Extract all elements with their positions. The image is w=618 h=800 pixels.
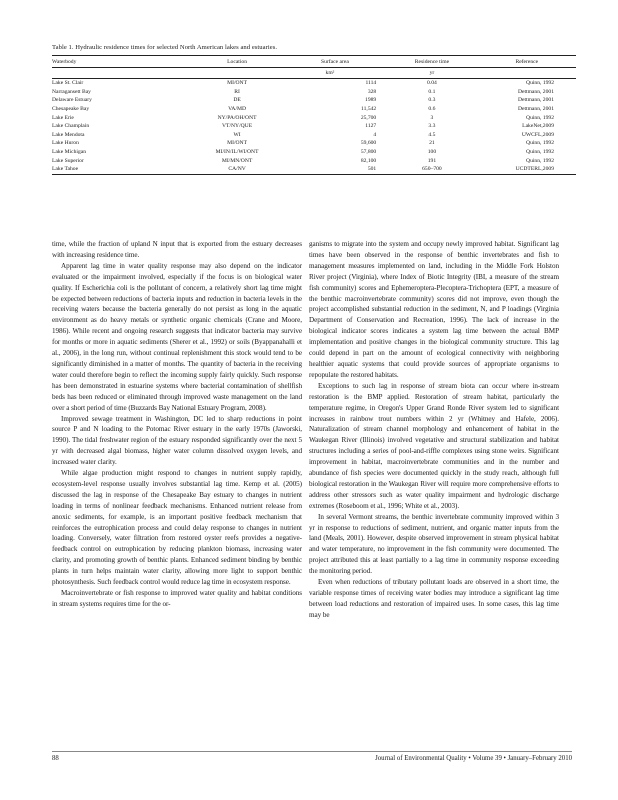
cell-residence-time: 3.3	[428, 123, 436, 130]
paragraph: time, while the fraction of upland N input that is exported from the estuary decreases with increasing residence time.	[52, 240, 302, 259]
journal-citation: Journal of Environmental Quality • Volume 39 • January–February 2010	[375, 755, 572, 762]
table-header-row	[52, 56, 576, 68]
cell-surface-area: 82,100	[360, 157, 377, 164]
cell-reference: Quinn, 1992	[526, 140, 554, 147]
cell-residence-time: 0.3	[428, 97, 436, 104]
paragraph: In several Vermont streams, the benthic invertebrate community improved within 3 yr in response to reductions of sediment, nutrient, and organic matter inputs from the land (Meals, 2001). However, despite observed improvement in stream physical habitat and water temperature, no improvement in the fish community were documented. The project attributed this at least partially to a lag time in community response exceeding the monitoring period.	[309, 512, 559, 576]
cell-surface-area: 4	[373, 131, 377, 138]
cell-location: CA/NV	[191, 165, 284, 174]
residence-time-table	[52, 55, 576, 175]
cell-location: RI	[234, 88, 240, 95]
cell-residence-time: 0.1	[428, 88, 436, 95]
cell-waterbody: Lake Tahoe	[52, 165, 191, 174]
cell-location: MI/IN/IL/WI/ONT	[215, 148, 259, 155]
cell-surface-area: 57,800	[360, 148, 377, 155]
table-row	[52, 79, 576, 88]
cell-residence-time: 0.6	[428, 105, 436, 112]
cell-waterbody: Chesapeake Bay	[52, 105, 90, 112]
unit-location	[191, 68, 284, 79]
cell-reference: Dettmann, 2001	[517, 97, 554, 104]
table-row	[52, 139, 576, 148]
paragraph: Apparent lag time in water quality response may also depend on the indicator evaluated or the impairment involved, especially if the focus is on biological water quality. If Escherichia coli is the pollutant of concern, a relatively short lag time might be expected between reductions of bacteria inputs and reduction in bacteria levels in the receiving waters because the bacteria generally do not persist as long in the aquatic environment as do heavy metals or synthetic organic chemicals (Crane and Moore, 1986). While recent and ongoing research suggests that indicator bacteria may survive for months or more in aquatic sediments (Sherer et al., 1992) or soils (Byappanahalli et al., 2006), in the long run, without continual replenishment this stock would tend to be significantly diminished in a matter of months. The quantity of bacteria in the receiving water could therefore begin to reflect the incoming supply fairly quickly. Such response has been demonstrated in estuarine systems where bacterial contamination of shellfish beds has been reduced or eliminated through improved waste management on the land over a short period of time (Buzzards Bay National Estuary Program, 2008).	[52, 261, 302, 412]
header-surface-area: Surface area	[284, 56, 387, 68]
paragraph: While algae production might respond to changes in nutrient supply rapidly, ecosystem-level response usually involves substantial lag time. Kemp et al. (2005) discussed the lag in response of the Chesapeake Bay estuary to changes in nutrient loading in terms of nonlinear feedback mechanisms. Enhanced nutrient release from anoxic sediments, for example, is an important positive feedback mechanism that reinforces the eutrophication process and could delay response to changes in nutrient loading. Conversely, water filtration from restored oyster reefs provides a negative-feedback control on eutrophication by reducing plankton biomass, increasing water clarity, and promoting growth of benthic plants. Enhanced sediment binding by benthic plants in turn helps maintain water clarity, allowing more light to support benthic photosynthesis. Such feedback control would reduce lag time in ecosystem response.	[52, 469, 302, 587]
cell-location: MI/ONT	[227, 80, 248, 87]
cell-surface-area: 328	[367, 88, 377, 95]
cell-reference: Quinn, 1992	[526, 157, 554, 164]
cell-residence-time: 21	[429, 140, 435, 147]
cell-waterbody: Lake Champlain	[52, 123, 90, 130]
table-row	[52, 165, 576, 174]
header-waterbody: Waterbody	[52, 56, 191, 68]
cell-surface-area: 1114	[365, 80, 377, 87]
cell-residence-time: 100	[427, 148, 437, 155]
table-units-row	[52, 68, 576, 79]
cell-waterbody: Lake Huron	[52, 140, 79, 147]
cell-reference: Quinn, 1992	[526, 114, 554, 121]
unit-reference	[478, 68, 576, 79]
cell-location: VT/NY/QUE	[222, 123, 253, 130]
cell-residence-time: 191	[427, 157, 437, 164]
cell-waterbody: Lake Erie	[52, 114, 74, 121]
cell-waterbody: Delaware Estuary	[52, 97, 92, 104]
cell-reference: LakeNet,2009	[522, 123, 554, 130]
cell-residence-time: 650–700	[386, 165, 477, 174]
cell-location: NY/PA/OH/ONT	[217, 114, 257, 121]
header-reference: Reference	[478, 56, 576, 68]
cell-reference: Dettmann, 2001	[517, 105, 554, 112]
table-row	[52, 96, 576, 105]
cell-waterbody: Lake St. Clair	[52, 80, 84, 87]
table-row	[52, 105, 576, 114]
table-row	[52, 148, 576, 157]
left-text-column	[52, 239, 302, 610]
cell-residence-time: 0.04	[427, 80, 437, 87]
cell-surface-area: 59,600	[360, 140, 377, 147]
cell-location: VA/MD	[228, 105, 247, 112]
paragraph: Improved sewage treatment in Washington, DC led to sharp reductions in point source P and N loading to the Potomac River estuary in the early 1970s (Jaworski, 1990). The tidal freshwater region of the estuary responded significantly over the next 5 yr with decreased algal biomass, higher water column dissolved oxygen levels, and increased water clarity.	[52, 414, 302, 467]
cell-reference: UCDTERL,2009	[478, 165, 576, 174]
cell-surface-area: 1127	[365, 123, 377, 130]
cell-surface-area: 11,542	[361, 105, 377, 112]
cell-surface-area: 1989	[365, 97, 377, 104]
right-text-column	[309, 239, 559, 621]
cell-waterbody: Lake Superior	[52, 157, 84, 164]
unit-surface-area: km²	[284, 68, 387, 79]
header-residence-time: Residence time	[386, 56, 477, 68]
cell-residence-time: 4.5	[428, 131, 436, 138]
table-row	[52, 122, 576, 131]
cell-location: DE	[233, 97, 241, 104]
page-number: 88	[52, 755, 59, 762]
table-row	[52, 131, 576, 140]
cell-location: MI/MN/ONT	[221, 157, 253, 164]
table-caption: Table 1. Hydraulic residence times for selected North American lakes and estuaries.	[52, 44, 278, 51]
cell-reference: Quinn, 1992	[526, 148, 554, 155]
cell-reference: Quinn, 1992	[526, 80, 554, 87]
cell-location: WI	[233, 131, 241, 138]
header-location: Location	[191, 56, 284, 68]
cell-reference: UWCFL,2009	[521, 131, 554, 138]
page-footer	[52, 751, 572, 762]
table-row	[52, 88, 576, 97]
cell-residence-time: 3	[430, 114, 434, 121]
cell-location: MI/ONT	[227, 140, 248, 147]
cell-waterbody: Narragansett Bay	[52, 88, 91, 95]
paragraph: ganisms to migrate into the system and occupy newly improved habitat. Significant lag times have been observed in the response of benthic invertebrates and fish to management measures implemented on land, including in the Middle Fork Holston River project (Virginia), where Index of Biotic Integrity (IBI, a measure of the stream fish community) scores and Ephemeroptera-Plecoptera-Trichoptera (EPT, a measure of the benthic macroinvertebrate community) scores did not improve, even though the project accomplished substantial reduction in the sediment, N, and P loadings (Virginia Department of Conservation and Recreation, 1996). The lack of increase in the biological indicator scores indicates a system lag time between the actual BMP implementation and positive changes in the biological community structure. This lag could depend in part on the amount of ecological connectivity with neighboring healthier aquatic systems that could provide sources of appropriate organisms to repopulate the restored habitats.	[309, 240, 559, 379]
table-row	[52, 157, 576, 166]
cell-reference: Dettmann, 2001	[517, 88, 554, 95]
paragraph: Exceptions to such lag in response of stream biota can occur where in-stream restoration is the BMP applied. Restoration of stream habitat, particularly the temperature regime, in Oregon's Upper Grand Ronde River system led to significant increases in rainbow trout numbers within 2 yr (Whitney and Hafele, 2006). Naturalization of stream channel morphology and enhancement of habitat in the Waukegan River (Illinois) involved vegetative and structural stabilization and habitat structures including a series of pool-and-riffle complexes using stone weirs. Significant improvement in habitat, macroinvertebrate communities and in the number and abundance of fish species were documented quickly in the study reach, although full biological restoration in the Waukegan River will require more comprehensive efforts to address other stressors such as water quality impairment and hydrologic discharge extremes (Roseboom et al., 1996; White et al., 2003).	[309, 381, 559, 510]
paragraph: Even when reductions of tributary pollutant loads are observed in a short time, the variable response times of receiving water bodies may introduce a significant lag time between load reductions and restoration of impaired uses. In some cases, this lag time may be	[309, 578, 559, 619]
paragraph: Macroinvertebrate or fish response to improved water quality and habitat conditions in stream systems requires time for the or-	[52, 589, 302, 608]
cell-waterbody: Lake Mendota	[52, 131, 85, 138]
unit-waterbody	[52, 68, 191, 79]
cell-waterbody: Lake Michigan	[52, 148, 87, 155]
unit-residence-time: yr	[386, 68, 477, 79]
table-row	[52, 114, 576, 123]
cell-surface-area: 501	[284, 165, 387, 174]
cell-surface-area: 25,700	[360, 114, 377, 121]
